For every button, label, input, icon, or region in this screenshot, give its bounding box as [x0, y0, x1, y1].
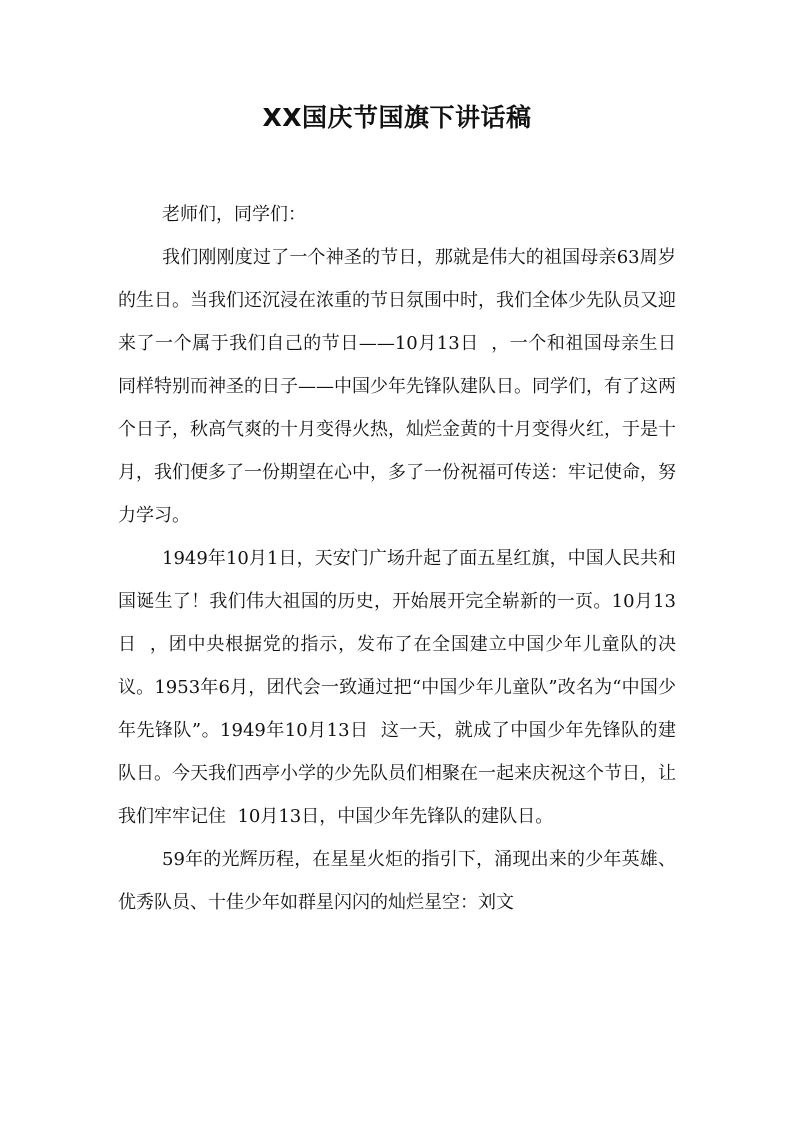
paragraph-intro: 我们刚刚度过了一个神圣的节日，那就是伟大的祖国母亲63周岁的生日。当我们还沉浸在浓重的节日氛围中时，我们全体少先队员又迎来了一个属于我们自己的节日——10月13日 ，一个和祖国母亲生日同样特别而神圣的日子——中国少年先锋队建队日。同学们，有了这两个日子，秋高气爽的十月变得火热，灿烂金黄的十月变得火红，于是十月，我们便多了一份期望在心中，多了一份祝福可传送：牢记使命，努力学习。	[118, 247, 676, 526]
document-body	[118, 193, 676, 924]
paragraph-heroes: 59年的光辉历程，在星星火炬的指引下，涌现出来的少年英雄、优秀队员、十佳少年如群星闪闪的灿烂星空：刘文	[118, 849, 676, 913]
document-title: XX国庆节国旗下讲话稿	[262, 103, 532, 132]
paragraph-history: 1949年10月1日，天安门广场升起了面五星红旗，中国人民共和国诞生了！我们伟大祖国的历史，开始展开完全崭新的一页。10月13日 ，团中央根据党的指示，发布了在全国建立中国少年儿童队的决议。1953年6月，团代会一致通过把“中国少年儿童队”改名为“中国少年先锋队”。1949年10月13日 这一天，就成了中国少年先锋队的建队日。今天我们西亭小学的少先队员们相聚在一起来庆祝这个节日，让我们牢牢记住 10月13日，中国少年先锋队的建队日。	[118, 548, 676, 827]
paragraph-greeting: 老师们，同学们：	[162, 204, 306, 225]
